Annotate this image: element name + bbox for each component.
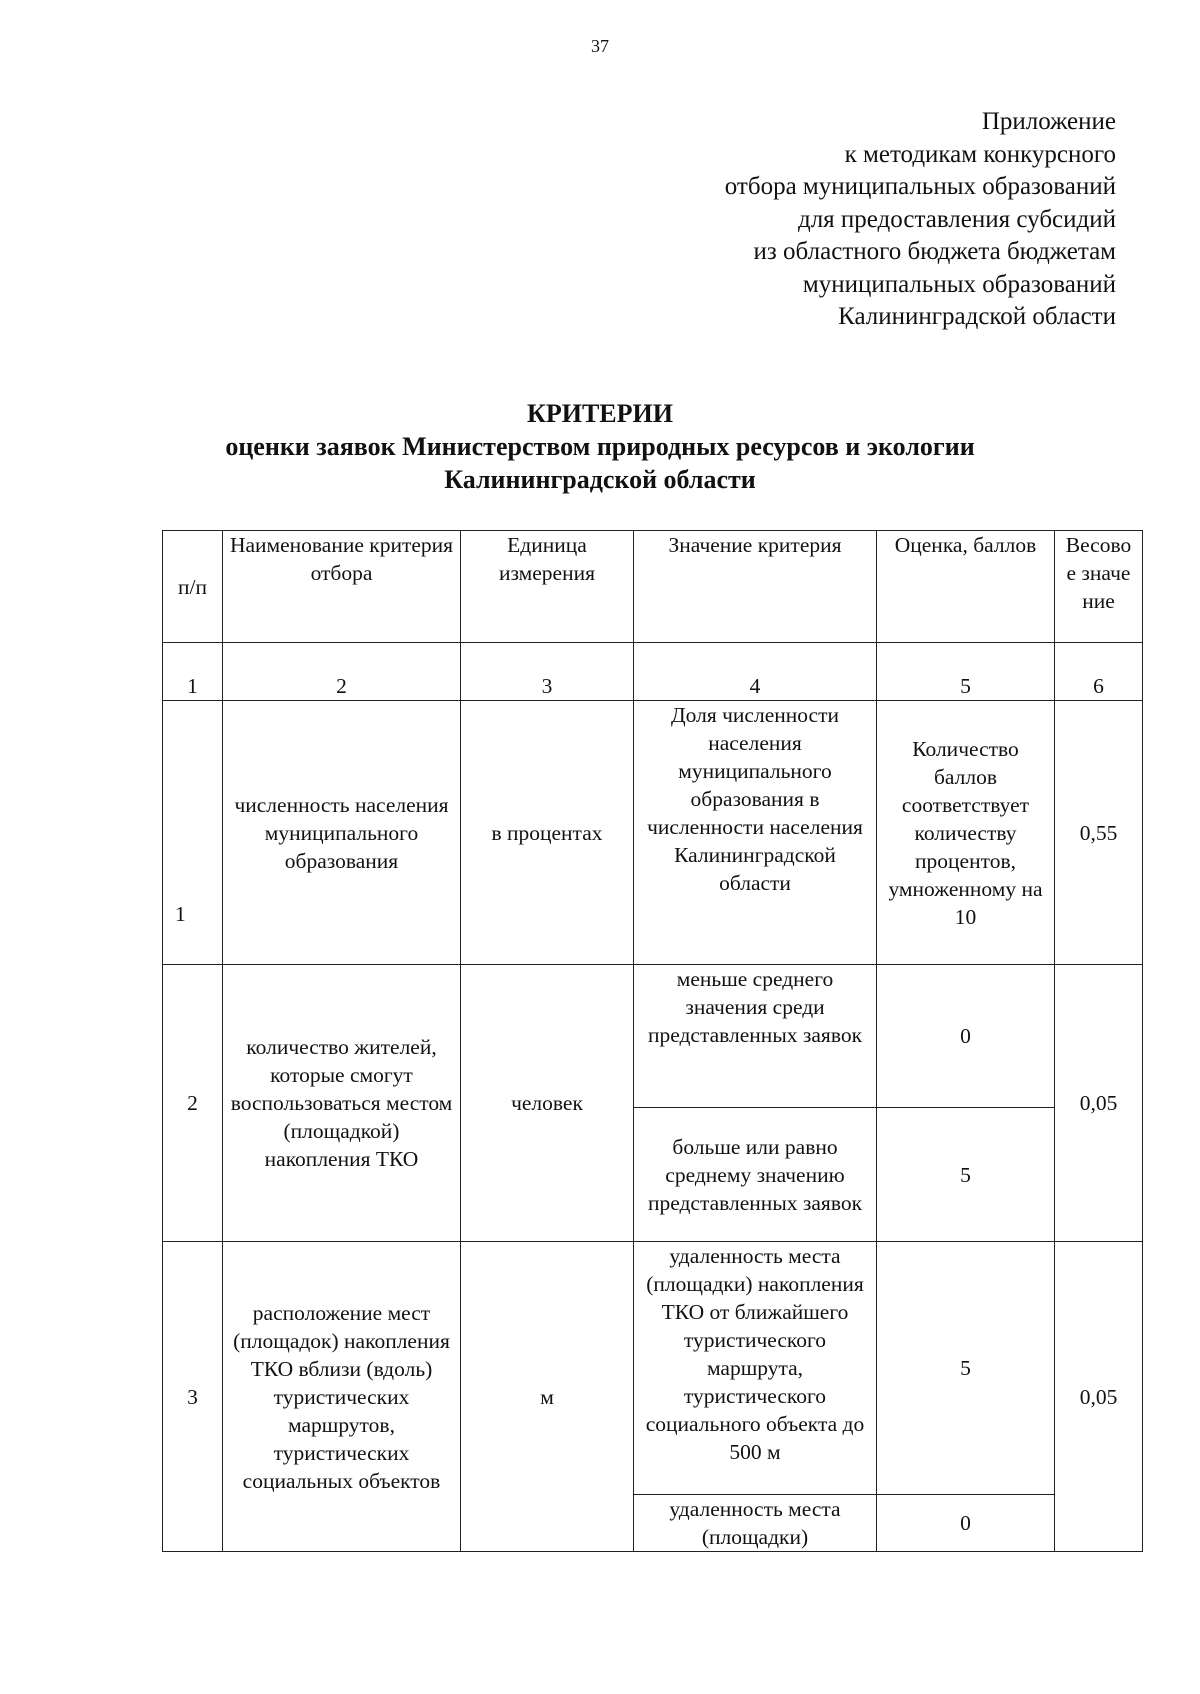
- appendix-line: Калининградской области: [838, 303, 1116, 330]
- column-number: 3: [461, 643, 634, 701]
- appendix-note: [725, 106, 1116, 334]
- column-number-row: [163, 643, 1143, 701]
- row-score: 5: [877, 1108, 1055, 1242]
- row-value: меньше среднего значения среди представленных заявок: [634, 965, 877, 1108]
- page-number: 37: [591, 36, 609, 56]
- row-weight: 0,05: [1055, 965, 1143, 1242]
- table-row: [163, 701, 1143, 965]
- appendix-line: из областного бюджета бюджетам: [753, 238, 1116, 265]
- row-value: Доля численности населения муниципального образования в численности населения Калининградской области: [634, 701, 877, 965]
- document-title: [0, 397, 1200, 496]
- column-number: 2: [223, 643, 461, 701]
- row-num: 1: [163, 701, 223, 965]
- row-weight: 0,55: [1055, 701, 1143, 965]
- column-number: 1: [163, 643, 223, 701]
- row-weight: 0,05: [1055, 1242, 1143, 1552]
- row-name: количество жителей, которые смогут воспользоваться местом (площадкой) накопления ТКО: [223, 965, 461, 1242]
- row-value: удаленность места (площадки) накопления ТКО от ближайшего туристического маршрута, туристического социального объекта до 500 м: [634, 1242, 877, 1495]
- column-number: 6: [1055, 643, 1143, 701]
- header-num: п/п: [163, 531, 223, 643]
- title-subtitle-line1: оценки заявок Министерством природных ресурсов и экологии: [225, 432, 975, 461]
- row-unit: в процентах: [461, 701, 634, 965]
- criteria-table: [162, 530, 1143, 1552]
- table-header-row: [163, 531, 1143, 643]
- header-value: Значение критерия: [634, 531, 877, 643]
- header-unit: Единица измерения: [461, 531, 634, 643]
- appendix-line: для предоставления субсидий: [797, 205, 1116, 233]
- appendix-line: к методикам конкурсного: [844, 140, 1116, 168]
- header-score: Оценка, баллов: [877, 531, 1055, 643]
- header-name: Наименование критерия отбора: [223, 531, 461, 643]
- row-value: удаленность места (площадки): [634, 1495, 877, 1552]
- row-name: численность населения муниципального образования: [223, 701, 461, 965]
- title-main: КРИТЕРИИ: [527, 399, 673, 428]
- row-score: 5: [877, 1242, 1055, 1495]
- column-number: 4: [634, 643, 877, 701]
- row-unit: человек: [461, 965, 634, 1242]
- header-weight: Весовое значение: [1055, 531, 1143, 643]
- appendix-line: муниципальных образований: [802, 270, 1116, 298]
- row-num: 3: [163, 1242, 223, 1552]
- row-num: 2: [163, 965, 223, 1242]
- appendix-line: отбора муниципальных образований: [724, 173, 1116, 200]
- title-subtitle-line2: Калининградской области: [444, 465, 756, 494]
- table-row: [163, 1242, 1143, 1495]
- row-value: больше или равно среднему значению представленных заявок: [634, 1108, 877, 1242]
- table-row: [163, 965, 1143, 1108]
- appendix-line: Приложение: [981, 108, 1116, 135]
- row-unit: м: [461, 1242, 634, 1552]
- row-name: расположение мест (площадок) накопления ТКО вблизи (вдоль) туристических маршрутов, туристических социальных объектов: [223, 1242, 461, 1552]
- row-score: Количество баллов соответствует количеству процентов, умноженному на 10: [877, 701, 1055, 965]
- row-score: 0: [877, 1495, 1055, 1552]
- row-score: 0: [877, 965, 1055, 1108]
- column-number: 5: [877, 643, 1055, 701]
